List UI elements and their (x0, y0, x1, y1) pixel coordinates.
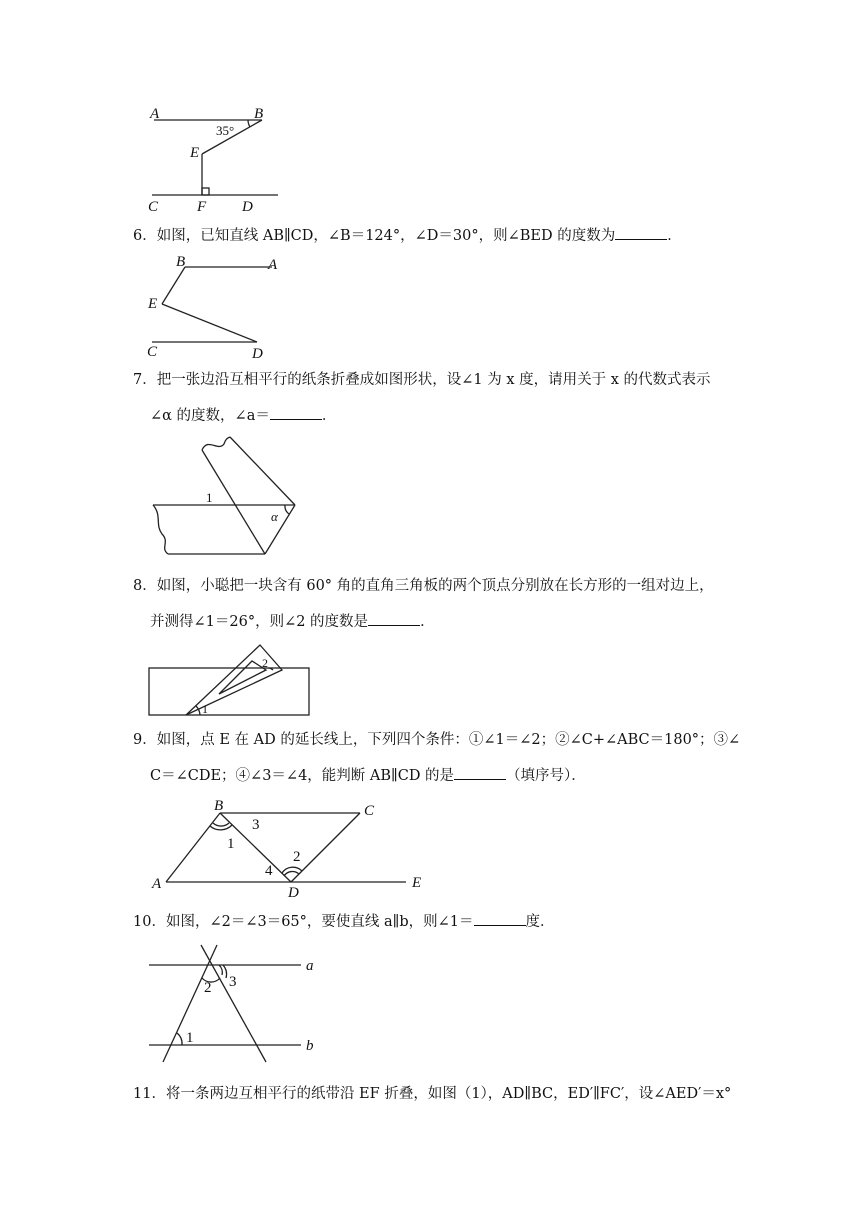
answer-blank[interactable] (615, 225, 667, 240)
label-e: E (190, 145, 200, 161)
question-text: 如图，小聪把一块含有 60° 角的直角三角板的两个顶点分别放在长方形的一组对边上， (156, 578, 714, 594)
label-1: 1 (206, 490, 213, 505)
figure-q10 (146, 942, 326, 1067)
question-number: 6． (133, 228, 157, 244)
answer-blank[interactable] (270, 405, 322, 420)
figure-q9 (148, 796, 438, 901)
question-number: 8． (133, 578, 157, 594)
question-7 (133, 362, 733, 434)
question-text-2: C＝∠CDE；④∠3＝∠4，能判断 AB∥CD 的是 (150, 768, 455, 784)
line-be (162, 267, 185, 304)
question-10 (133, 904, 733, 940)
question-9 (133, 722, 741, 794)
folded-part-bottom-right (265, 505, 295, 554)
label-d: D (252, 346, 263, 362)
label-d: D (242, 199, 253, 215)
label-c: C (147, 344, 158, 360)
label-angle: 35° (216, 123, 235, 138)
label-n3: 3 (229, 974, 237, 990)
label-2: 2 (262, 656, 268, 670)
answer-blank[interactable] (474, 911, 526, 926)
question-end: ． (321, 408, 337, 424)
question-8 (133, 568, 733, 640)
label-n4: 4 (265, 863, 273, 879)
label-b: B (176, 254, 186, 270)
answer-blank[interactable] (454, 765, 506, 780)
angle-2-arc-inner (284, 871, 299, 876)
label-a: A (152, 876, 162, 892)
line-ab (166, 813, 220, 882)
label-b: b (306, 1038, 314, 1054)
question-6 (133, 218, 733, 254)
right-angle-mark (202, 188, 209, 195)
figure-q7 (150, 432, 310, 562)
label-c: C (148, 199, 159, 215)
angle-3-arc (219, 965, 222, 975)
label-a: a (306, 958, 314, 974)
strip-left-wavy-edge (153, 505, 168, 554)
label-n3: 3 (252, 817, 260, 833)
angle-3-arc-inner (223, 965, 227, 978)
answer-blank[interactable] (368, 611, 420, 626)
angle-1-arc-inner (213, 823, 229, 826)
line-ed (162, 304, 257, 342)
question-11 (133, 1076, 733, 1112)
question-number: 10． (133, 914, 166, 930)
label-f: F (197, 199, 207, 215)
label-b: B (214, 798, 224, 814)
label-n1: 1 (186, 1030, 194, 1046)
line-cd (291, 813, 360, 882)
label-c: C (364, 803, 375, 819)
folded-wavy-edge (202, 437, 230, 450)
question-text: 如图，∠2＝∠3＝65°，要使直线 a∥b，则∠1＝ (165, 914, 474, 930)
figure-q8 (146, 640, 316, 720)
question-end: （填序号）． (506, 768, 586, 784)
question-end: 度． (525, 914, 555, 930)
label-e: E (148, 296, 158, 312)
label-1: 1 (202, 702, 208, 716)
question-text-2: 并测得∠1＝26°，则∠2 的度数是 (150, 614, 369, 630)
label-n2: 2 (293, 849, 301, 865)
question-text: 把一张边沿互相平行的纸条折叠成如图形状，设∠1 为 x 度，请用关于 x 的代数式表示 (156, 372, 711, 388)
figure-q6 (140, 252, 290, 364)
folded-part-right (230, 437, 295, 505)
label-n2: 2 (204, 980, 212, 996)
question-number: 9． (133, 732, 157, 748)
label-n1: 1 (227, 836, 235, 852)
question-text-2: ∠α 的度数，∠a＝ (150, 408, 270, 424)
angle-arc (248, 120, 250, 127)
label-b: B (254, 106, 264, 122)
label-a: A (268, 257, 278, 273)
figure-q5 (140, 100, 290, 215)
question-number: 11． (133, 1086, 166, 1102)
label-alpha: α (271, 509, 278, 524)
angle-alpha-arc (285, 505, 289, 514)
angle-1-arc (177, 1033, 182, 1045)
question-text: 将一条两边互相平行的纸带沿 EF 折叠，如图（1），AD∥BC，ED′∥FC′，设∠AED′＝x° (165, 1086, 732, 1102)
question-text: 如图，点 E 在 AD 的延长线上，下列四个条件：①∠1＝∠2；②∠C+∠ABC＝180°；③∠ (156, 732, 741, 748)
question-end: ． (667, 228, 682, 244)
label-d: D (288, 885, 299, 901)
question-end: ． (420, 614, 435, 630)
question-text: 如图，已知直线 AB∥CD，∠B＝124°，∠D＝30°，则∠BED 的度数为 (156, 228, 616, 244)
label-e: E (412, 875, 422, 891)
label-a: A (150, 106, 160, 122)
question-number: 7． (133, 372, 157, 388)
